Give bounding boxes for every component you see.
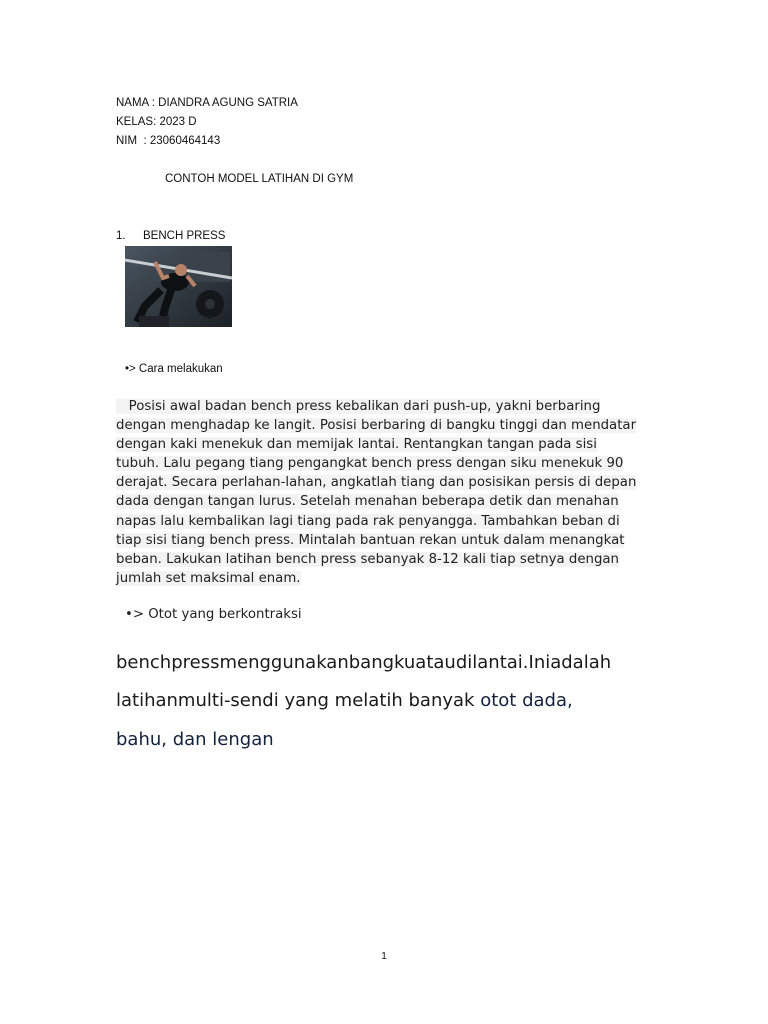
section-number: 1. (116, 230, 126, 242)
student-class: KELAS: 2023 D (116, 116, 197, 128)
paragraph-line: tubuh. Lalu pegang tiang pengangkat bench press dengan siku menekuk 90 (116, 456, 624, 472)
bench-press-photo (125, 246, 232, 327)
student-name: NAMA : DIANDRA AGUNG SATRIA (116, 97, 298, 109)
document-title: CONTOH MODEL LATIHAN DI GYM (165, 173, 354, 185)
paragraph-line: Posisi awal badan bench press kebalikan dari push-up, yakni berbaring (116, 399, 601, 414)
paragraph-line: dengan kaki menekuk dan memijak lantai. Rentangkan tangan pada sisi (116, 437, 597, 453)
paragraph-line: dada dengan tangan lurus. Setelah menahan beberapa detik dan menahan (116, 494, 619, 510)
paragraph-line: napas lalu kembalikan lagi tiang pada rak penyangga. Tambahkan beban di (116, 513, 620, 529)
paragraph-line: beban. Lakukan latihan bench press sebanyak 8-12 kali tiap setnya dengan (116, 551, 619, 567)
page-number: 1 (381, 951, 387, 962)
muscle-text-line3: bahu, dan lengan (116, 729, 274, 750)
paragraph-line: jumlah set maksimal enam. (116, 570, 301, 586)
section-heading (116, 230, 225, 242)
paragraph-line: tiap sisi tiang bench press. Mintalah bantuan rekan untuk dalam menangkat (116, 532, 625, 548)
paragraph-line: derajat. Secara perlahan-lahan, angkatlah tiang dan posisikan persis di depan (116, 475, 637, 491)
paragraph-line: dengan menghadap ke langit. Posisi berbaring di bangku tinggi dan mendatar (116, 418, 637, 434)
muscle-label: •> Otot yang berkontraksi (125, 607, 302, 622)
muscle-text-line1: benchpressmenggunakanbangkuataudilantai.Iniadalah (116, 652, 612, 673)
section-heading-text: BENCH PRESS (143, 230, 226, 242)
student-nim: NIM : 23060464143 (116, 135, 221, 147)
instruction-paragraph (116, 397, 656, 588)
how-to-label: •> Cara melakukan (125, 363, 223, 375)
muscle-text-line2: latihanmulti-sendi yang melatih banyak otot dada, (116, 690, 573, 711)
